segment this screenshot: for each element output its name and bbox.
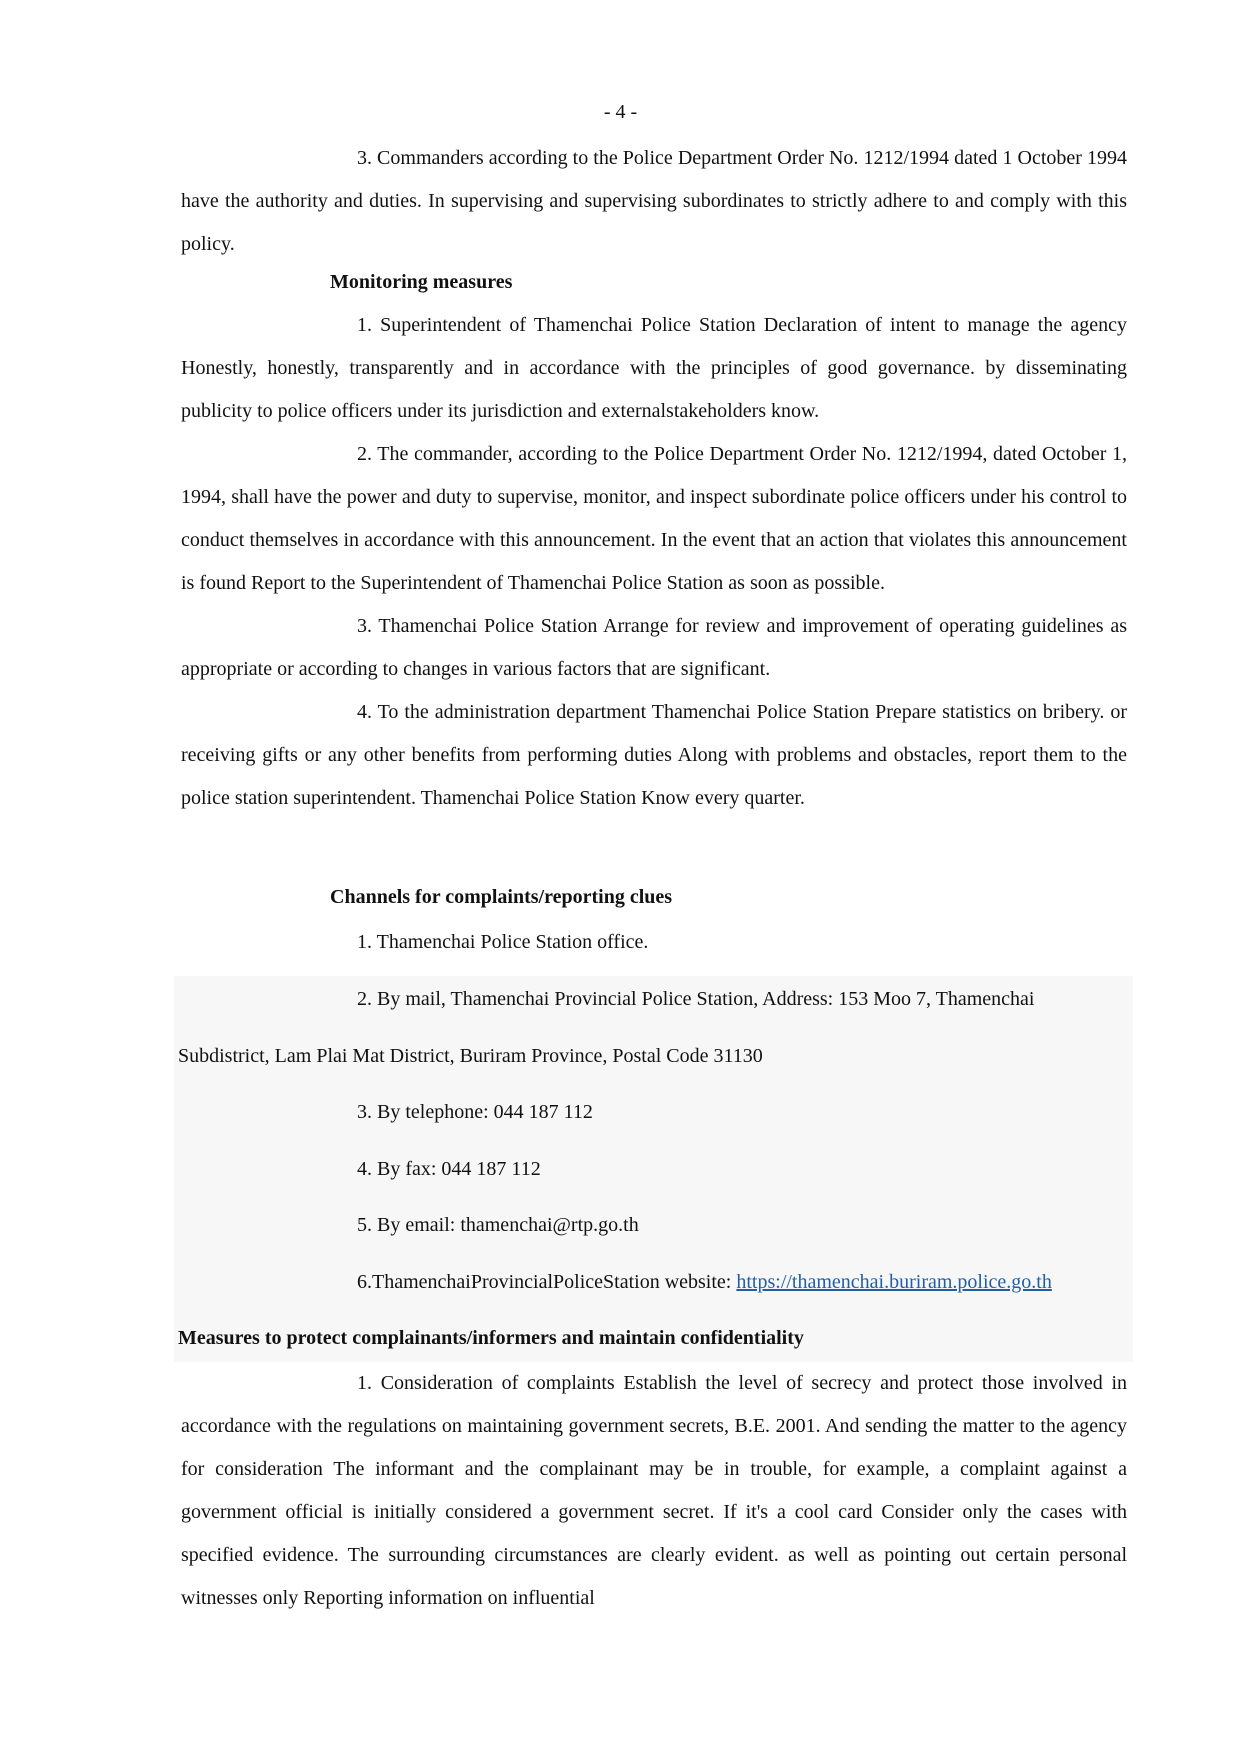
monitoring-item-3: 3. Thamenchai Police Station Arrange for review and improvement of operating guidelines as appropriate or according to changes in various factors that are significant. [181, 615, 1127, 680]
monitoring-measures-heading: Monitoring measures [330, 271, 513, 293]
channel-item-3-telephone: 3. By telephone: 044 187 112 [357, 1101, 593, 1123]
channel-item-5-email: 5. By email: thamenchai@rtp.go.th [357, 1214, 639, 1236]
channel-item-6-website [357, 1262, 1052, 1302]
monitoring-item-2: 2. The commander, according to the Police Department Order No. 1212/1994, dated October 1, 1994, shall have the power and duty to supervise, monitor, and inspect subordinate police officers under his control to conduct themselves in accordance with this announcement. In the event that an action that violates this announcement is found Report to the Superintendent of Thamenchai Police Station as soon as possible. [181, 443, 1127, 594]
website-label: 6.ThamenchaiProvincialPoliceStation website: [357, 1271, 737, 1293]
monitoring-measures-list [181, 304, 1127, 820]
policy-item-3: 3. Commanders according to the Police Department Order No. 1212/1994 dated 1 October 1994 have the authority and duties. In supervising and supervising subordinates to strictly adhere to and comply with this policy. [181, 147, 1127, 255]
channel-item-2-line1: 2. By mail, Thamenchai Provincial Police Station, Address: 153 Moo 7, Thamenchai [357, 988, 1035, 1010]
shaded-region [174, 976, 1133, 1362]
channel-item-4-fax: 4. By fax: 044 187 112 [357, 1158, 541, 1180]
monitoring-item-1: 1. Superintendent of Thamenchai Police Station Declaration of intent to manage the agency Honestly, honestly, transparently and in accordance with the principles of good governance. by disseminating publicity to police officers under its jurisdiction and externalstakeholders know. [181, 314, 1127, 422]
channels-heading: Channels for complaints/reporting clues [330, 886, 673, 908]
protection-item-1: 1. Consideration of complaints Establish the level of secrecy and protect those involved in accordance with the regulations on maintaining government secrets, B.E. 2001. And sending the matter to the agency for consideration The informant and the complainant may be in trouble, for example, a complaint against a government official is initially considered a government secret. If it's a cool card Consider only the cases with specified evidence. The surrounding circumstances are clearly evident. as well as pointing out certain personal witnesses only Reporting information on influential [181, 1372, 1127, 1609]
protection-measures-heading: Measures to protect complainants/informers and maintain confidentiality [178, 1327, 804, 1349]
channel-item-1: 1. Thamenchai Police Station office. [357, 931, 649, 953]
monitoring-item-4: 4. To the administration department Thamenchai Police Station Prepare statistics on bribery. or receiving gifts or any other benefits from performing duties Along with problems and obstacles, report them to the police station superintendent. Thamenchai Police Station Know every quarter. [181, 701, 1127, 809]
website-link[interactable]: https://thamenchai.buriram.police.go.th [736, 1271, 1052, 1293]
page-number: - 4 - [603, 101, 638, 123]
channel-item-2-line2: Subdistrict, Lam Plai Mat District, Buriram Province, Postal Code 31130 [178, 1045, 763, 1067]
